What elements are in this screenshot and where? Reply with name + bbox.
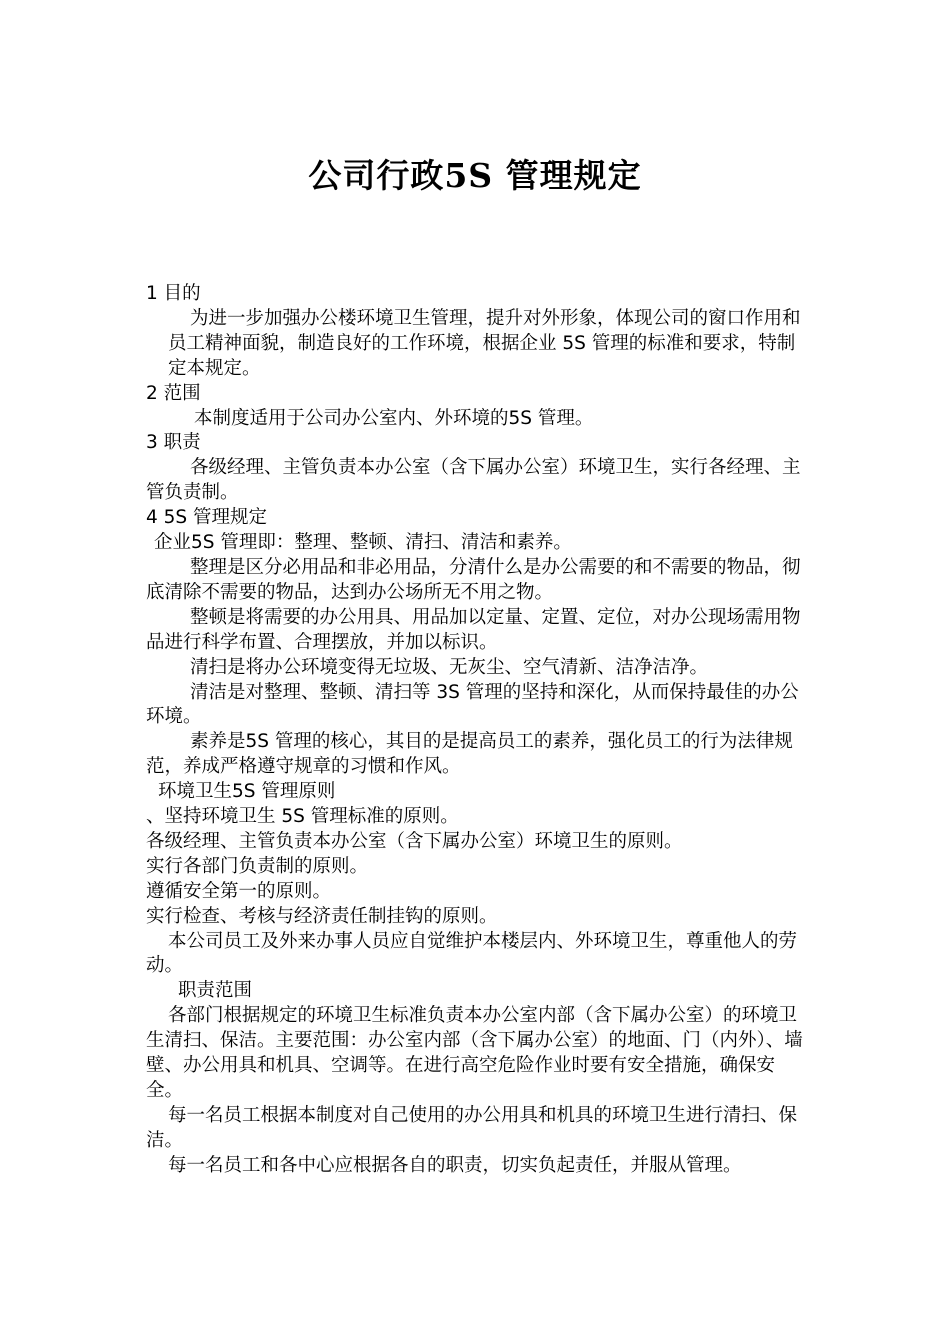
- rules-item: 素养是5S 管理的核心，其目的是提高员工的素养，强化员工的行为法律规范，养成严格遵守规章的习惯和作风。: [146, 731, 793, 778]
- section-heading-duties: 3 职责: [146, 432, 201, 454]
- section-text-scope: 本制度适用于公司办公室内、外环境的5S 管理。: [194, 407, 594, 429]
- section-text-duties: 各级经理、主管负责本办公室（含下属办公室）环境卫生，实行各经理、主管负责制。: [146, 457, 801, 504]
- principles-item: 实行各部门负责制的原则。: [146, 855, 369, 877]
- section-heading-scope: 2 范围: [146, 382, 201, 404]
- section-heading-purpose: 1 目的: [146, 283, 201, 304]
- principles-note: 本公司员工及外来办事人员应自觉维护本楼层内、外环境卫生，尊重他人的劳动。: [146, 930, 798, 977]
- section-heading-responsibility-scope: 职责范围: [178, 980, 253, 1002]
- section-heading-rules: 4 5S 管理规定: [146, 507, 268, 529]
- principles-item: 遵循安全第一的原则。: [146, 880, 332, 902]
- rules-item: 整顿是将需要的办公用具、用品加以定量、定置、定位，对办公现场需用物品进行科学布置、合理摆放，并加以标识。: [146, 606, 801, 653]
- responsibility-item: 每一名员工根据本制度对自己使用的办公用具和机具的环境卫生进行清扫、保洁。: [146, 1104, 798, 1151]
- principles-item: 实行检查、考核与经济责任制挂钩的原则。: [146, 905, 498, 927]
- rules-item: 整理是区分必用品和非必用品，分清什么是办公需要的和不需要的物品，彻底清除不需要的物品，达到办公场所无不用之物。: [146, 556, 801, 603]
- rules-item: 清扫是将办公环境变得无垃圾、无灰尘、空气清新、洁净洁净。: [190, 656, 709, 678]
- document-title: 公司行政5S 管理规定: [308, 156, 642, 195]
- rules-intro: 企业5S 管理即：整理、整顿、清扫、清洁和素养。: [154, 532, 572, 554]
- section-text-purpose: 为进一步加强办公楼环境卫生管理，提升对外形象，体现公司的窗口作用和员工精神面貌，制造良好的工作环境，根据企业 5S 管理的标准和要求，特制定本规定。: [168, 307, 801, 379]
- responsibility-item: 各部门根据规定的环境卫生标准负责本办公室内部（含下属办公室）的环境卫生清扫、保洁。主要范围：办公室内部（含下属办公室）的地面、门（内外）、墙壁、办公用具和机具、空调等。在进行高空危险作业时要有安全措施，确保安全。: [146, 1005, 803, 1101]
- principles-item: 各级经理、主管负责本办公室（含下属办公室）环境卫生的原则。: [146, 830, 683, 852]
- rules-item: 清洁是对整理、整顿、清扫等 3S 管理的坚持和深化，从而保持最佳的办公环境。: [146, 681, 799, 728]
- document-body: [146, 282, 810, 1179]
- principles-item: 、坚持环境卫生 5S 管理标准的原则。: [146, 806, 459, 828]
- responsibility-item: 每一名员工和各中心应根据各自的职责，切实负起责任，并服从管理。: [168, 1154, 742, 1176]
- section-heading-principles: 环境卫生5S 管理原则: [158, 781, 336, 803]
